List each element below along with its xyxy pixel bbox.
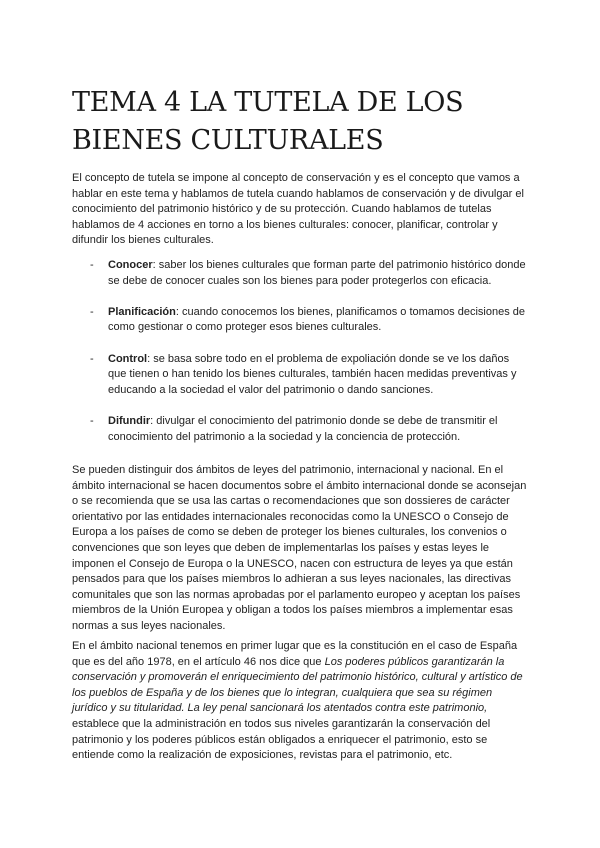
nacional-paragraph bbox=[72, 639, 530, 764]
list-dash: - bbox=[90, 352, 94, 365]
actions-list bbox=[72, 258, 530, 461]
term-planificacion: Planificación bbox=[108, 305, 176, 318]
ambitos-paragraph: Se pueden distinguir dos ámbitos de leyes del patrimonio, internacional y nacional. En el ámbito internacional se hacen documentos sobre el ámbito internacional donde se aconsejan o se recomienda que se usa las cartas o recomendaciones que son dossieres de carácter orientativo por las entidades internacionales reconocidas como la UNESCO o Consejo de Europa a los países de como se deben de proteger los bienes culturales, los convenios o convenciones que son leyes que deben de implementarlas los países y estas leyes le imponen el Consejo de Europa o la UNESCO, nacen con estructura de leyes ya que están pensados para que los países miembros lo adhieran a sus leyes nacionales, las directivas comunitales que son las normas aprobadas por el parlamento europeo y aceptan los países miembros de la Unión Europea y obligan a todos los países miembros a implementar esas normas a sus leyes nacionales. bbox=[72, 464, 527, 632]
nacional-start: En el ámbito nacional tenemos en primer lugar que es la constitución en el caso de España que es del año 1978, en el artículo 46 nos dice que bbox=[72, 640, 518, 668]
intro-paragraph: El concepto de tutela se impone al concepto de conservación y es el concepto que vamos a hablar en este tema y hablamos de tutela cuando hablamos de conservación y de divulgar el conocimiento del patrimonio histórico y de su protección. Cuando hablamos de tutelas hablamos de 4 acciones en torno a los bienes culturales: conocer, planificar, controlar y difundir los bienes culturales. bbox=[72, 172, 524, 247]
definition-conocer: : saber los bienes culturales que forman parte del patrimonio histórico donde se debe de conocer cuales son los bienes para poder protegerlos con eficacia. bbox=[108, 259, 526, 287]
definition-control: : se basa sobre todo en el problema de expoliación donde se ve los daños que tienen o han tenido los bienes culturales, también hacen medidas preventivas y educando a la sociedad el valor del patrimonio o dando sanciones. bbox=[108, 352, 517, 396]
term-conocer: Conocer bbox=[108, 259, 153, 271]
nacional-end: establece que la administración en todos sus niveles garantizarán la conservación del patrimonio y los poderes públicos están obligados a enriquecer el patrimonio, esto se entiende como la realización de exposiciones, revistas para el patrimonio, etc. bbox=[72, 717, 491, 762]
term-difundir: Difundir bbox=[108, 414, 151, 427]
page-title: TEMA 4 LA TUTELA DE LOS BIENES CULTURALES bbox=[72, 87, 464, 156]
constitution-quote: Los poderes públicos garantizarán la conservación y promoverán el enriquecimiento del patrimonio histórico, cultural y artístico de los pueblos de España y de los bienes que lo integran, cualquiera que sea su régimen jurídico y su titularidad. La ley penal sancionará los atentados contra este patrimonio, bbox=[72, 655, 523, 715]
list-dash: - bbox=[90, 414, 94, 427]
list-item-planificacion bbox=[72, 305, 530, 336]
definition-planificacion: : cuando conocemos los bienes, planificamos o tomamos decisiones de como gestionar o como proteger esos bienes culturales. bbox=[108, 305, 525, 334]
list-item-difundir bbox=[72, 414, 530, 445]
term-control: Control bbox=[108, 352, 148, 365]
list-item-conocer bbox=[72, 258, 530, 289]
definition-difundir: : divulgar el conocimiento del patrimonio donde se debe de transmitir el conocimiento del patrimonio a la sociedad y la conciencia de protección. bbox=[108, 414, 498, 443]
list-dash: - bbox=[90, 259, 94, 271]
list-dash: - bbox=[90, 305, 94, 318]
list-item-control bbox=[72, 352, 530, 399]
